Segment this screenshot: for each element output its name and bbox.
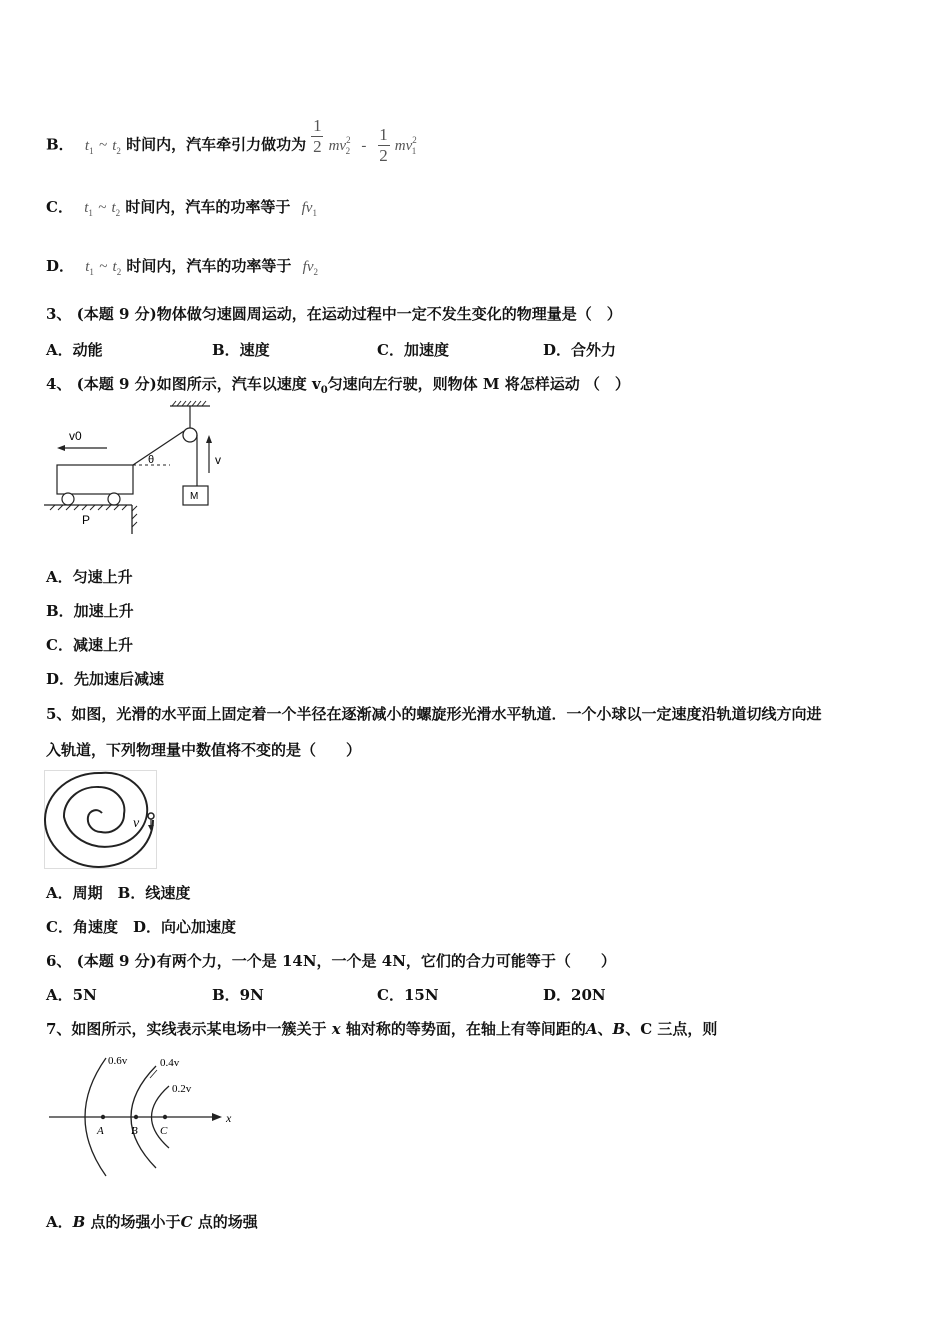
fv1-symbol: $fv_1$ — [301, 200, 317, 218]
q4-option-a: A．匀速上升 — [46, 568, 133, 586]
option-text: 时间内，汽车牵引力做功为 — [126, 135, 307, 154]
q4-option-b: B．加速上升 — [46, 602, 134, 620]
q2-option-c — [46, 197, 317, 223]
q2-option-b — [46, 116, 417, 165]
tilde: ~ — [98, 137, 107, 154]
q7-equipotential-figure — [44, 1046, 244, 1182]
option-label: B． — [46, 135, 74, 154]
q3-option-d: D．合外力 — [543, 341, 617, 359]
t2-symbol: $t_2$ — [112, 137, 121, 156]
q4-car-pulley-figure — [44, 398, 224, 538]
fraction-half: $\frac{1}{2}$ — [313, 116, 322, 156]
q5-options-line2: C．角速度 D．向心加速度 — [46, 918, 236, 936]
q6-option-d: D．20N — [543, 986, 606, 1004]
q2-option-d — [46, 256, 318, 282]
fraction-half-2: $\frac{1}{2}$ — [379, 125, 388, 165]
q4-option-d: D．先加速后减速 — [46, 670, 165, 688]
t1-symbol: $t_1$ — [84, 137, 94, 156]
mv1-squared: $mv^2_1$ — [394, 134, 417, 156]
point-b-label: B — [131, 1125, 138, 1137]
q7-stem: 7、如图所示，实线表示某电场中一簇关于 x 轴对称的等势面，在轴上有等间距的A、B、C 三点，则 — [46, 1020, 718, 1038]
q4-option-c: C．减速上升 — [46, 636, 133, 654]
p-label: P — [82, 513, 91, 527]
q3-stem: 3、 (本题 9 分)物体做匀速圆周运动，在运动过程中一定不发生变化的物理量是（ ） — [46, 305, 622, 323]
q7-option-a: A．B 点的场强小于C 点的场强 — [46, 1213, 258, 1231]
t2-symbol: $t_2$ — [112, 259, 122, 277]
q6-option-a: A．5N — [46, 986, 97, 1004]
q3-option-c: C．加速度 — [377, 341, 449, 359]
q5-options-line1: A．周期 B．线速度 — [46, 884, 191, 902]
v-label: v — [133, 816, 140, 831]
option-label: D． — [46, 257, 75, 275]
theta-label: θ — [148, 454, 155, 466]
mass-label: M — [190, 491, 199, 502]
potential-06: 0.6v — [108, 1055, 128, 1067]
t1-symbol: $t_1$ — [84, 200, 93, 218]
potential-04: 0.4v — [160, 1057, 180, 1069]
q5-spiral-figure — [44, 770, 160, 870]
fv2-symbol: $fv_2$ — [302, 259, 318, 277]
option-text: 时间内，汽车的功率等于 — [126, 257, 292, 275]
q3-option-a: A．动能 — [46, 341, 103, 359]
q3-option-b: B．速度 — [212, 341, 270, 359]
v0-label: v0 — [69, 429, 82, 443]
option-label: C． — [46, 198, 73, 216]
potential-02: 0.2v — [172, 1083, 192, 1095]
t1-symbol: $t_1$ — [85, 259, 94, 277]
minus-sign: - — [361, 137, 367, 154]
x-axis-label: x — [226, 1111, 232, 1125]
tilde: ~ — [99, 259, 108, 275]
v-label: v — [215, 453, 221, 467]
q6-stem: 6、 (本题 9 分)有两个力，一个是 14N，一个是 4N，它们的合力可能等于（ ） — [46, 952, 616, 970]
option-text: 时间内，汽车的功率等于 — [125, 198, 291, 216]
q4-stem: 4、 (本题 9 分)如图所示，汽车以速度 $v_0$匀速向左行驶，则物体 M 将怎样运动 （ ） — [46, 375, 630, 396]
t2-symbol: $t_2$ — [111, 200, 121, 218]
point-c-label: C — [160, 1125, 168, 1137]
q6-option-b: B．9N — [212, 986, 264, 1004]
q5-stem-line2: 入轨道，下列物理量中数值将不变的是（ ） — [46, 741, 362, 759]
q5-stem-line1: 5、如图，光滑的水平面上固定着一个半径在逐渐减小的螺旋形光滑水平轨道．一个小球以一定速度沿轨道切线方向进 — [46, 705, 822, 723]
point-a-label: A — [97, 1125, 104, 1137]
q6-option-c: C．15N — [377, 986, 439, 1004]
tilde: ~ — [98, 200, 107, 216]
mv2-squared: $mv^2_2$ — [328, 134, 351, 156]
